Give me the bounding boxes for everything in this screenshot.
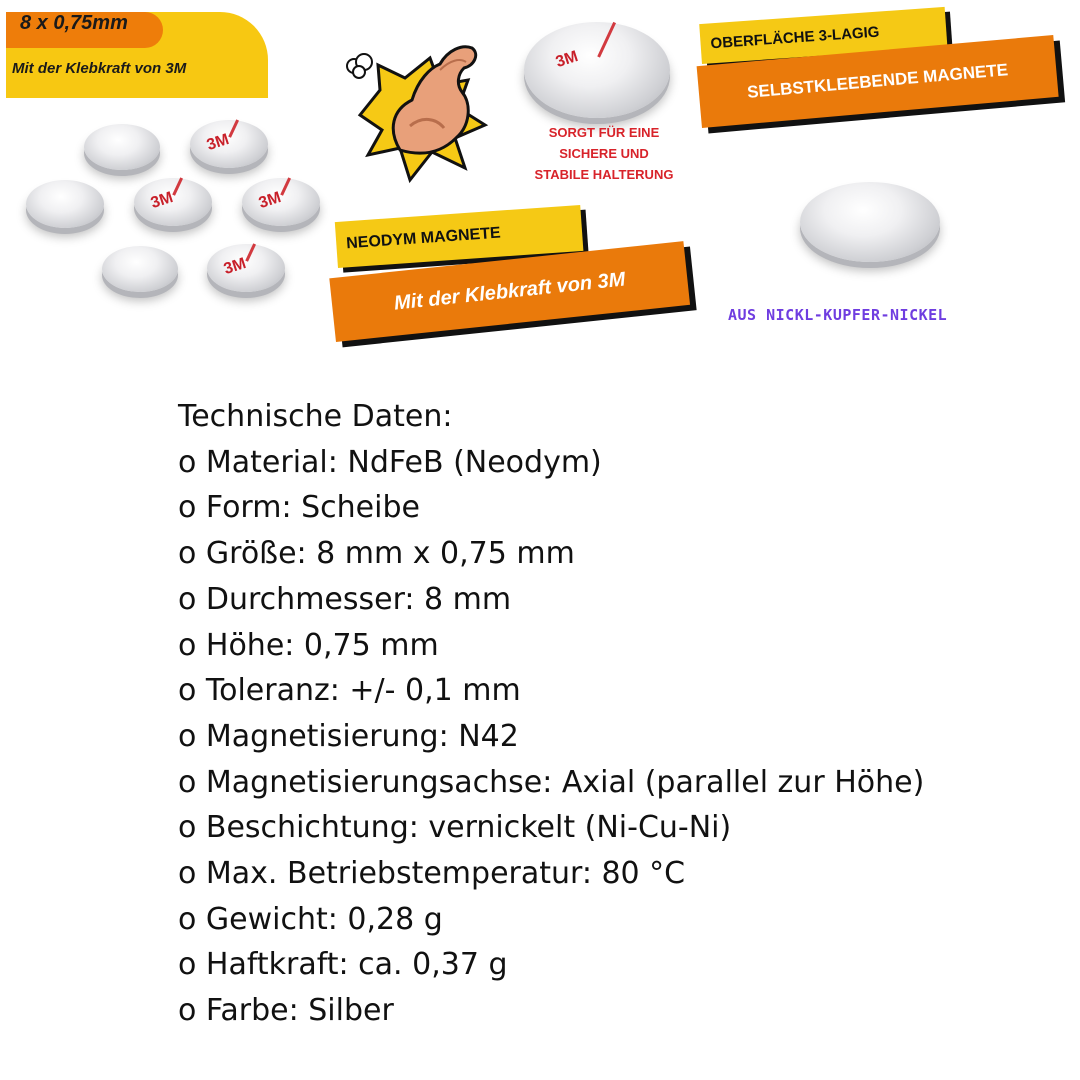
- magnet-disc-3m: [134, 178, 212, 226]
- coating-label: AUS NICKL-KUPFER-NICKEL: [728, 306, 948, 324]
- spec-item: o Max. Betriebstemperatur: 80 °C: [178, 856, 686, 892]
- spec-item: o Durchmesser: 8 mm: [178, 581, 512, 617]
- spec-item: o Beschichtung: vernickelt (Ni-Cu-Ni): [178, 810, 732, 846]
- magnet-disc-large: [800, 182, 940, 262]
- adhesion-banner: Mit der Klebkraft von 3M: [329, 241, 690, 342]
- strength-callout-line: SORGT FÜR EINE: [548, 125, 660, 140]
- spec-item: o Höhe: 0,75 mm: [178, 627, 439, 663]
- magnet-disc-3m-large: [524, 22, 670, 118]
- strength-callout-line: SICHERE UND: [559, 146, 649, 161]
- magnet-disc: [26, 180, 104, 228]
- spec-item: o Form: Scheibe: [178, 490, 420, 526]
- spec-item: o Farbe: Silber: [178, 993, 394, 1029]
- muscle-arm-icon: [340, 30, 520, 190]
- spec-item: o Toleranz: +/- 0,1 mm: [178, 673, 521, 709]
- size-badge-subtitle: Mit der Klebkraft von 3M: [12, 60, 187, 77]
- size-badge-text: 8 x 0,75mm: [20, 12, 128, 34]
- spec-item: o Gewicht: 0,28 g: [178, 901, 443, 937]
- magnet-disc-3m: [207, 244, 285, 292]
- strength-callout: [520, 122, 688, 185]
- magnet-disc-3m: [242, 178, 320, 226]
- spec-heading: Technische Daten:: [178, 399, 453, 434]
- cloud-puff-icon: [347, 54, 372, 78]
- spec-item: o Material: NdFeB (Neodym): [178, 444, 602, 480]
- magnet-disc: [102, 246, 178, 292]
- spec-list: [178, 394, 1058, 1034]
- neodym-banner: NEODYM MAGNETE: [335, 205, 584, 268]
- magnet-disc: [84, 124, 160, 170]
- surface-banner: OBERFLÄCHE 3-LAGIG: [699, 7, 947, 64]
- spec-item: o Magnetisierungsachse: Axial (parallel zur Höhe): [178, 764, 925, 800]
- strength-callout-line: STABILE HALTERUNG: [534, 167, 674, 182]
- spec-item: o Magnetisierung: N42: [178, 718, 519, 754]
- spec-item: o Haftkraft: ca. 0,37 g: [178, 947, 508, 983]
- spec-item: o Größe: 8 mm x 0,75 mm: [178, 536, 575, 572]
- magnet-disc-3m: [190, 120, 268, 168]
- selfadhesive-banner: SELBSTKLEEBENDE MAGNETE: [697, 35, 1059, 128]
